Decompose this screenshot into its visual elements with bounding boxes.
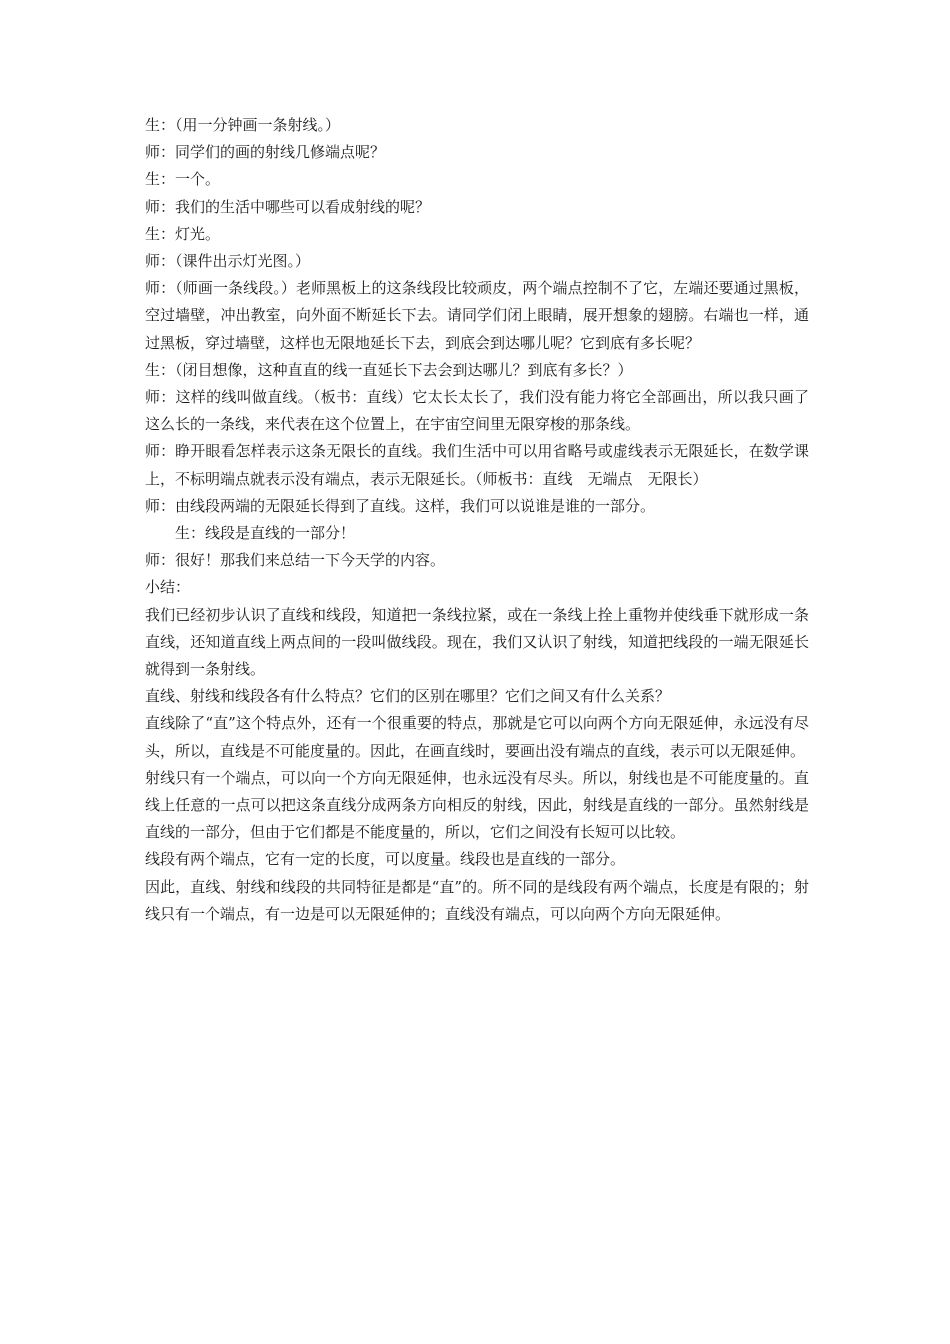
dialogue-teacher-line-from-segment: 师：由线段两端的无限延长得到了直线。这样，我们可以说谁是谁的一部分。 <box>145 496 656 515</box>
summary-paragraph-ray: 射线只有一个端点，可以向一个方向无限延伸，也永远没有尽头。所以，射线也是不可能度量的。直线上任意的一点可以把这条直线分成两条方向相反的射线，因此，射线是直线的一部分。虽然射线是直线的一部分，但由于它们都是不能度量的，所以，它们之间没有长短可以比较。 <box>145 768 809 842</box>
dialogue-student-light: 生：灯光。 <box>145 224 221 243</box>
dialogue-student-one: 生：一个。 <box>145 170 221 189</box>
document-page <box>145 112 809 928</box>
dialogue-student-draw-ray: 生：（用一分钟画一条射线。） <box>145 116 341 134</box>
dialogue-teacher-summary-intro: 师：很好！那我们来总结一下今天学的内容。 <box>145 551 446 570</box>
dialogue-teacher-show-light: 师：（课件出示灯光图。） <box>145 252 311 271</box>
dialogue-teacher-ask-life-rays: 师：我们的生活中哪些可以看成射线的呢？ <box>145 197 431 216</box>
summary-heading: 小结： <box>145 578 191 597</box>
dialogue-teacher-draw-segment: 师：（师画一条线段。）老师黑板上的这条线段比较顽皮，两个端点控制不了它，左端还要通过黑板，空过墙壁，冲出教室，向外面不断延长下去。请同学们闭上眼睛，展开想象的翅膀。右端也一样，通过黑板，穿过墙壁，这样也无限地延长下去，到底会到达哪儿呢？它到底有多长呢？ <box>145 279 809 352</box>
dialogue-student-imagine: 生：（闭目想像，这种直直的线一直延长下去会到达哪儿？到底有多长？） <box>145 360 633 379</box>
dialogue-teacher-ask-endpoints: 师：同学们的画的射线几修端点呢？ <box>145 143 386 162</box>
summary-paragraph-conclusion: 因此，直线、射线和线段的共同特征是都是“直”的。所不同的是线段有两个端点，长度是有限的；射线只有一个端点，有一边是可以无限延伸的；直线没有端点，可以向两个方向无限延伸。 <box>145 877 809 923</box>
dialogue-teacher-represent-line: 师：睁开眼看怎样表示这条无限长的直线。我们生活中可以用省略号或虚线表示无限延长，在数学课上，不标明端点就表示没有端点，表示无限延长。（师板书：直线 无端点 无限长） <box>145 442 809 488</box>
summary-paragraph-review: 我们已经初步认识了直线和线段，知道把一条线拉紧，或在一条线上拴上重物并使线垂下就形成一条直线，还知道直线上两点间的一段叫做线段。现在，我们又认识了射线，知道把线段的一端无限延长就得到一条射线。 <box>145 605 809 679</box>
summary-paragraph-segment: 线段有两个端点，它有一定的长度，可以度量。线段也是直线的一部分。 <box>145 850 626 869</box>
dialogue-teacher-define-line: 师：这样的线叫做直线。（板书：直线）它太长太长了，我们没有能力将它全部画出，所以我只画了这么长的一条线，来代表在这个位置上，在宇宙空间里无限穿梭的那条线。 <box>145 388 809 434</box>
summary-paragraph-question: 直线、射线和线段各有什么特点？它们的区别在哪里？它们之间又有什么关系？ <box>145 687 671 706</box>
dialogue-student-segment-part: 生：线段是直线的一部分！ <box>175 524 356 543</box>
summary-paragraph-line: 直线除了“直”这个特点外，还有一个很重要的特点，那就是它可以向两个方向无限延伸，永远没有尽头，所以，直线是不可能度量的。因此，在画直线时，要画出没有端点的直线，表示可以无限延伸。 <box>145 714 809 760</box>
